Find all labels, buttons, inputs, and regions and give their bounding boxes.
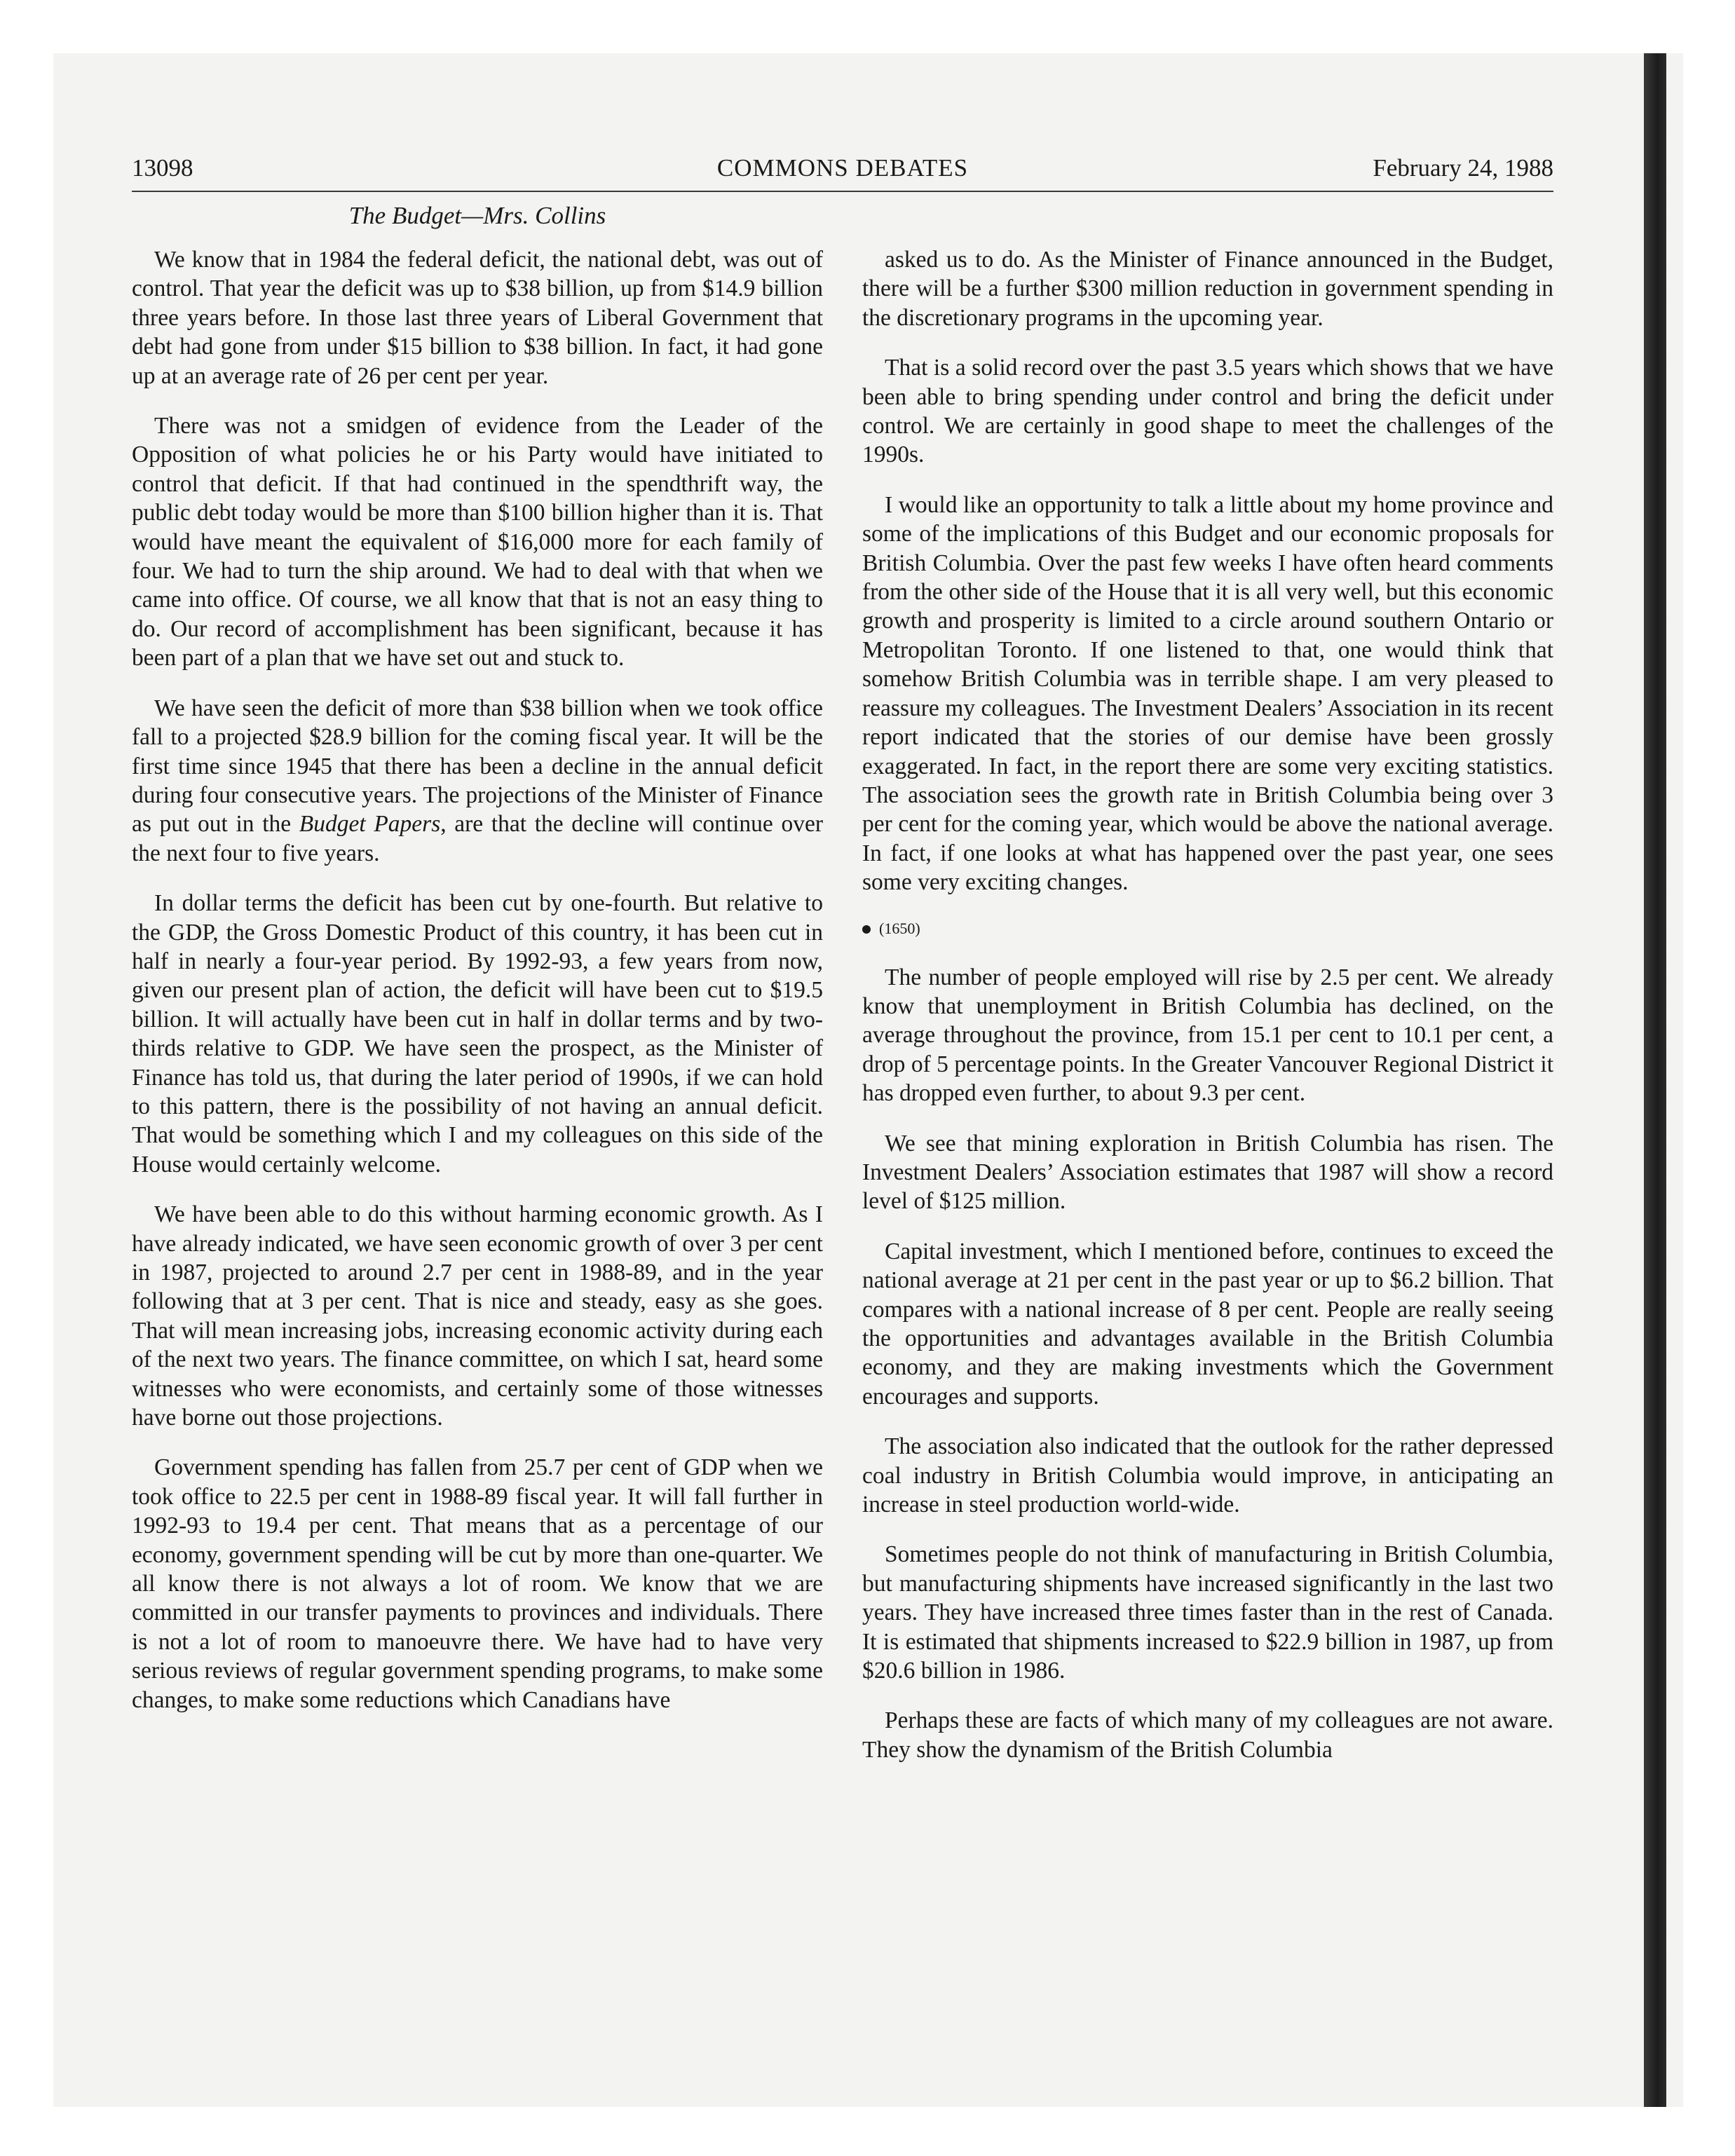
paragraph: In dollar terms the deficit has been cut by one-fourth. But relative to the GDP, the Gross Domestic Product of this country, it has been cut in half in nearly a four-year period. By 1992-93, a few years from now, given our present plan of action, the deficit will have been cut to $19.5 billion. It will actually have been cut in half in dollar terms and by two-thirds relative to GDP. We have seen the prospect, as the Minister of Finance has told us, that during the later period of 1990s, if we can hold to this pattern, there is the possibility of not having an annual deficit. That would be something which I and my colleagues on this side of the House would certainly welcome. xyxy=(132,890,823,1178)
paragraph: The number of people employed will rise by 2.5 per cent. We already know that unemployment in British Columbia has declined, on the average throughout the province, from 15.1 per cent to 10.1 per cent, a drop of 5 percentage points. In the Greater Vancouver Regional District it has dropped even further, to about 9.3 per cent. xyxy=(862,964,1553,1107)
paragraph xyxy=(132,694,823,868)
left-column xyxy=(132,245,823,1735)
paragraph: I would like an opportunity to talk a little about my home province and some of the implications of this Budget and our economic proposals for British Columbia. Over the past few weeks I have often heard comments from the other side of the House that it is all very well, but this economic growth and prosperity is limited to a circle around southern Ontario or Metropolitan Toronto. If one listened to that, one would think that somehow British Columbia was in terrible shape. I am very pleased to reassure my colleagues. The Investment Dealers’ Association in its recent report indicated that the stories of our demise have been grossly exaggerated. In fact, in the report there are some very exciting statistics. The association sees the growth rate in British Columbia being over 3 per cent for the coming year, which would be above the national average. In fact, if one looks at what has happened over the past year, one sees some very exciting changes. xyxy=(862,491,1553,896)
paragraph: Sometimes people do not think of manufacturing in British Columbia, but manufacturing shipments have increased significantly in the last two years. They have increased three times faster than in the rest of Canada. It is estimated that shipments increased to $22.9 billion in 1987, up from $20.6 billion in 1986. xyxy=(862,1541,1553,1684)
paragraph: asked us to do. As the Minister of Finance announced in the Budget, there will be a further $300 million reduction in government spending in the discretionary programs in the upcoming year. xyxy=(862,247,1553,331)
running-header xyxy=(132,154,1553,192)
paragraph: That is a solid record over the past 3.5 years which shows that we have been able to bring spending under control and bring the deficit under control. We are certainly in good shape to meet the challenges of the 1990s. xyxy=(862,355,1553,468)
paragraph-text: We have seen the deficit of more than $38 billion when we took office fall to a projected $28.9 billion for the coming fiscal year. It will be the first time since 1945 that there has been a decline in the annual deficit during four consecutive years. The projections of the Minister of Finance as put out in the xyxy=(132,695,823,838)
paragraph: There was not a smidgen of evidence from the Leader of the Opposition of what policies he or his Party would have initiated to control that deficit. If that had continued in the spendthrift way, the public debt today would be more than $100 billion higher than it is. That would have meant the equivalent of $16,000 more for each family of four. We had to turn the ship around. We had to deal with that when we came into office. Of course, we all know that that is not an easy thing to do. Our record of accomplishment has been significant, because it has been part of a plan that we have set out and stuck to. xyxy=(132,413,823,671)
paragraph-text: , are that the decline will continue over the next four to five years. xyxy=(132,811,823,866)
paragraph: We know that in 1984 the federal deficit, the national debt, was out of control. That year the deficit was up to $38 billion, up from $14.9 billion three years before. In those last three years of Liberal Government that debt had gone from under $15 billion to $38 billion. In fact, it had gone up at an average rate of 26 per cent per year. xyxy=(132,247,823,389)
bullet-icon xyxy=(862,925,871,934)
right-column xyxy=(862,245,1553,1785)
paragraph: The association also indicated that the outlook for the rather depressed coal industry in British Columbia would improve, in anticipating an increase in steel production world-wide. xyxy=(862,1433,1553,1518)
paragraph: Perhaps these are facts of which many of my colleagues are not aware. They show the dynamism of the British Columbia xyxy=(862,1707,1553,1763)
journal-title: COMMONS DEBATES xyxy=(716,154,969,182)
page-date: February 24, 1988 xyxy=(1373,154,1553,182)
publication-title: Budget Papers xyxy=(299,811,441,838)
time-marker-text: (1650) xyxy=(879,919,920,937)
page-number: 13098 xyxy=(132,154,193,182)
scan-binding-edge xyxy=(1644,53,1666,2107)
time-marker xyxy=(862,918,1553,939)
paragraph: Government spending has fallen from 25.7 per cent of GDP when we took office to 22.5 per cent in 1988-89 fiscal year. It will fall further in 1992-93 to 19.4 per cent. That means that as a percentage of our economy, government spending will be cut by more than one-quarter. We all know there is not always a lot of room. We know that we are committed in our transfer payments to provinces and individuals. There is not a lot of room to manoeuvre there. We have had to have very serious reviews of regular government spending programs, to make some changes, to make some reductions which Canadians have xyxy=(132,1454,823,1713)
paragraph: We have been able to do this without harming economic growth. As I have already indicated, we have seen economic growth of over 3 per cent in 1987, projected to around 2.7 per cent in 1988-89, and in the year following that at 3 per cent. That is nice and steady, easy as she goes. That will mean increasing jobs, increasing economic activity during each of the next two years. The finance committee, on which I sat, heard some witnesses who were economists, and certainly some of those witnesses have borne out those projections. xyxy=(132,1201,823,1431)
section-heading: The Budget—Mrs. Collins xyxy=(348,202,606,229)
paragraph: Capital investment, which I mentioned before, continues to exceed the national average at 21 per cent in the past year or up to $6.2 billion. That compares with a national increase of 8 per cent. People are really seeing the opportunities and advantages available in the British Columbia economy, and they are making investments which the Government encourages and supports. xyxy=(862,1238,1553,1410)
paragraph: We see that mining exploration in British Columbia has risen. The Investment Dealers’ Association estimates that 1987 will show a record level of $125 million. xyxy=(862,1130,1553,1215)
